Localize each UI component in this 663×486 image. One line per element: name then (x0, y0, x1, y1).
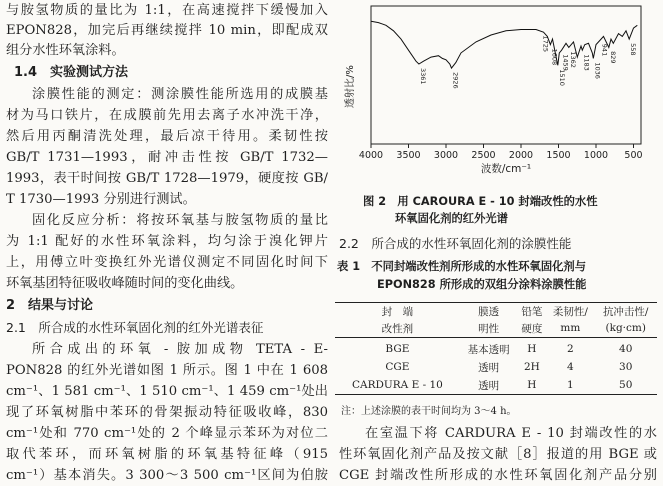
peak-label: 1362 (568, 51, 577, 68)
figure-2-caption-line1: 图 2 用 CAROURA E - 10 封端改性的水性 (363, 195, 598, 208)
peak-label: 3361 (418, 68, 427, 85)
table-header: 封 端 (381, 305, 414, 318)
table-cell: CGE (385, 361, 410, 373)
peak-label: 1459 (561, 54, 570, 71)
text-line: 取代苯环，而环氧树脂的环氧基特征峰（915 (6, 447, 328, 462)
text-line: 组分水性环氧涂料。 (6, 43, 125, 58)
table-cell: 透明 (478, 361, 500, 374)
peak-label: 1036 (593, 62, 602, 79)
ir-spectrum-chart (335, 0, 661, 188)
table-header: mm (560, 322, 581, 334)
text-line: 涂膜性能的测定：测涂膜性能所选用的成膜基 (32, 87, 328, 102)
table-header: 铅笔 (521, 305, 543, 318)
table-1-caption-line2: EPON828 所形成的双组分涂料涂膜性能 (377, 278, 587, 291)
text-line: 1993，表干时间按 GB/T 1728—1979，硬度按 GB/ (6, 171, 328, 186)
x-tick-label: 4000 (358, 150, 384, 161)
peak-label: 941 (600, 43, 609, 57)
section-heading-2-2: 2.2 所合成的水性环氧固化剂的涂膜性能 (339, 236, 572, 251)
spectrum-line (371, 21, 637, 68)
peak-label: 2926 (451, 72, 460, 89)
table-row (335, 338, 657, 359)
text-line: 与胺氢物质的量比为 1:1，在高速搅拌下缓慢加入 (6, 3, 328, 18)
table-note: 注：上述涂膜的表干时间均为 3～4 h。 (341, 406, 517, 417)
text-line: 现了环氧树脂中苯环的骨架振动特征吸收峰，830 (6, 405, 328, 420)
table-cell: 2H (523, 361, 540, 373)
x-tick-label: 1500 (546, 150, 571, 161)
table-header: 硬度 (521, 322, 543, 335)
text-line: CGE 封端改性所形成的水性环氧固化剂产品分别 (339, 468, 657, 483)
text-line: 材为马口铁片，在成膜前先用去离子水冲洗干净， (6, 108, 328, 123)
table-cell: 40 (594, 338, 657, 359)
text-line: EPON828，加完后再继续搅拌 10 min，即配成双 (6, 23, 328, 38)
x-axis-label: 波数/cm⁻¹ (480, 163, 532, 175)
table-header: 明性 (478, 322, 500, 335)
table-cell: 4 (567, 361, 574, 373)
text-line: 所合成出的环氧 - 胺加成物 TETA - E- (32, 342, 328, 357)
section-heading-2-1: 2.1 所合成的水性环氧固化剂的红外光谱表征 (6, 320, 264, 335)
text-line: 在室温下将 CARDURA E - 10 封端改性的水 (365, 426, 657, 441)
text-line: 环氧基团特征吸收峰随时间的变化曲线。 (6, 276, 244, 291)
table-header-row (335, 303, 657, 320)
section-heading-1-4: 1.4 实验测试方法 (14, 65, 129, 80)
x-tick-label: 500 (624, 150, 643, 161)
table-cell: 基本透明 (460, 338, 518, 359)
text-line: cm⁻¹、1 581 cm⁻¹、1 510 cm⁻¹、1 459 cm⁻¹处出 (6, 384, 328, 399)
table-header: 膜透 (478, 305, 500, 318)
table-header: 抗冲击性/ (602, 305, 649, 318)
y-axis-label: 透射比/% (345, 65, 356, 108)
table-cell: 1 (546, 376, 594, 395)
table-row (335, 358, 657, 376)
table-1-caption-line1: 表 1 不同封端改性剂所形成的水性环氧固化剂与 (337, 260, 587, 273)
table-header-row (335, 319, 657, 338)
table-cell: 50 (594, 376, 657, 395)
peak-label: 1510 (557, 69, 566, 86)
table-header: (kg·cm) (605, 322, 646, 334)
peak-label: 558 (629, 43, 638, 56)
peak-label: 1725 (541, 35, 550, 53)
table-cell: H (517, 338, 546, 359)
table-cell: BGE (335, 338, 460, 359)
text-line: PON828 的红外光谱如图 1 所示。图 1 中在 1 608 (6, 363, 328, 378)
peak-label: 1183 (582, 54, 591, 71)
text-line: T 1730—1993 分别进行测试。 (6, 192, 196, 207)
text-line: 然后用丙酮清洗处理，最后凉干待用。柔韧性按 (6, 129, 328, 144)
table-header: 柔韧性/ (552, 305, 588, 318)
text-line: 上，用傅立叶变换红外光谱仪测定不同固化时间下 (6, 255, 328, 270)
table-row (335, 376, 657, 395)
table-cell: 30 (619, 361, 633, 373)
table-cell: 2 (546, 338, 594, 359)
text-line: cm⁻¹）基本消失。3 300～3 500 cm⁻¹区间为伯胺 (6, 468, 328, 483)
x-tick-label: 3000 (433, 150, 459, 161)
text-line: GB/T 1731—1993，耐冲击性按 GB/T 1732— (6, 150, 328, 165)
text-line: 为 1:1 配好的水性环氧涂料，均匀涂于溴化钾片 (6, 234, 328, 249)
text-line: 性环氧固化剂产品及按文献［8］报道的用 BGE 或 (339, 447, 657, 462)
table-cell: 透明 (460, 376, 518, 395)
x-tick-label: 3500 (396, 150, 421, 161)
x-tick-label: 1000 (583, 150, 609, 161)
text-line: 固化反应分析：将按环氧基与胺氢物质的量比 (32, 213, 328, 228)
peak-label: 829 (608, 51, 617, 64)
table-header: 改性剂 (381, 322, 414, 335)
table-cell: CARDURA E - 10 (335, 376, 460, 395)
section-heading-2: 2 结果与讨论 (6, 298, 94, 313)
figure-2-caption-line2: 环氧固化剂的红外光谱 (395, 212, 508, 225)
x-tick-label: 2000 (508, 150, 534, 161)
x-tick-label: 2500 (471, 150, 496, 161)
text-line: cm⁻¹处和 770 cm⁻¹处的 2 个峰显示苯环为对位二 (6, 426, 328, 441)
peak-label: 1608 (550, 48, 559, 66)
table-cell: H (517, 376, 546, 395)
table-1 (335, 302, 657, 395)
